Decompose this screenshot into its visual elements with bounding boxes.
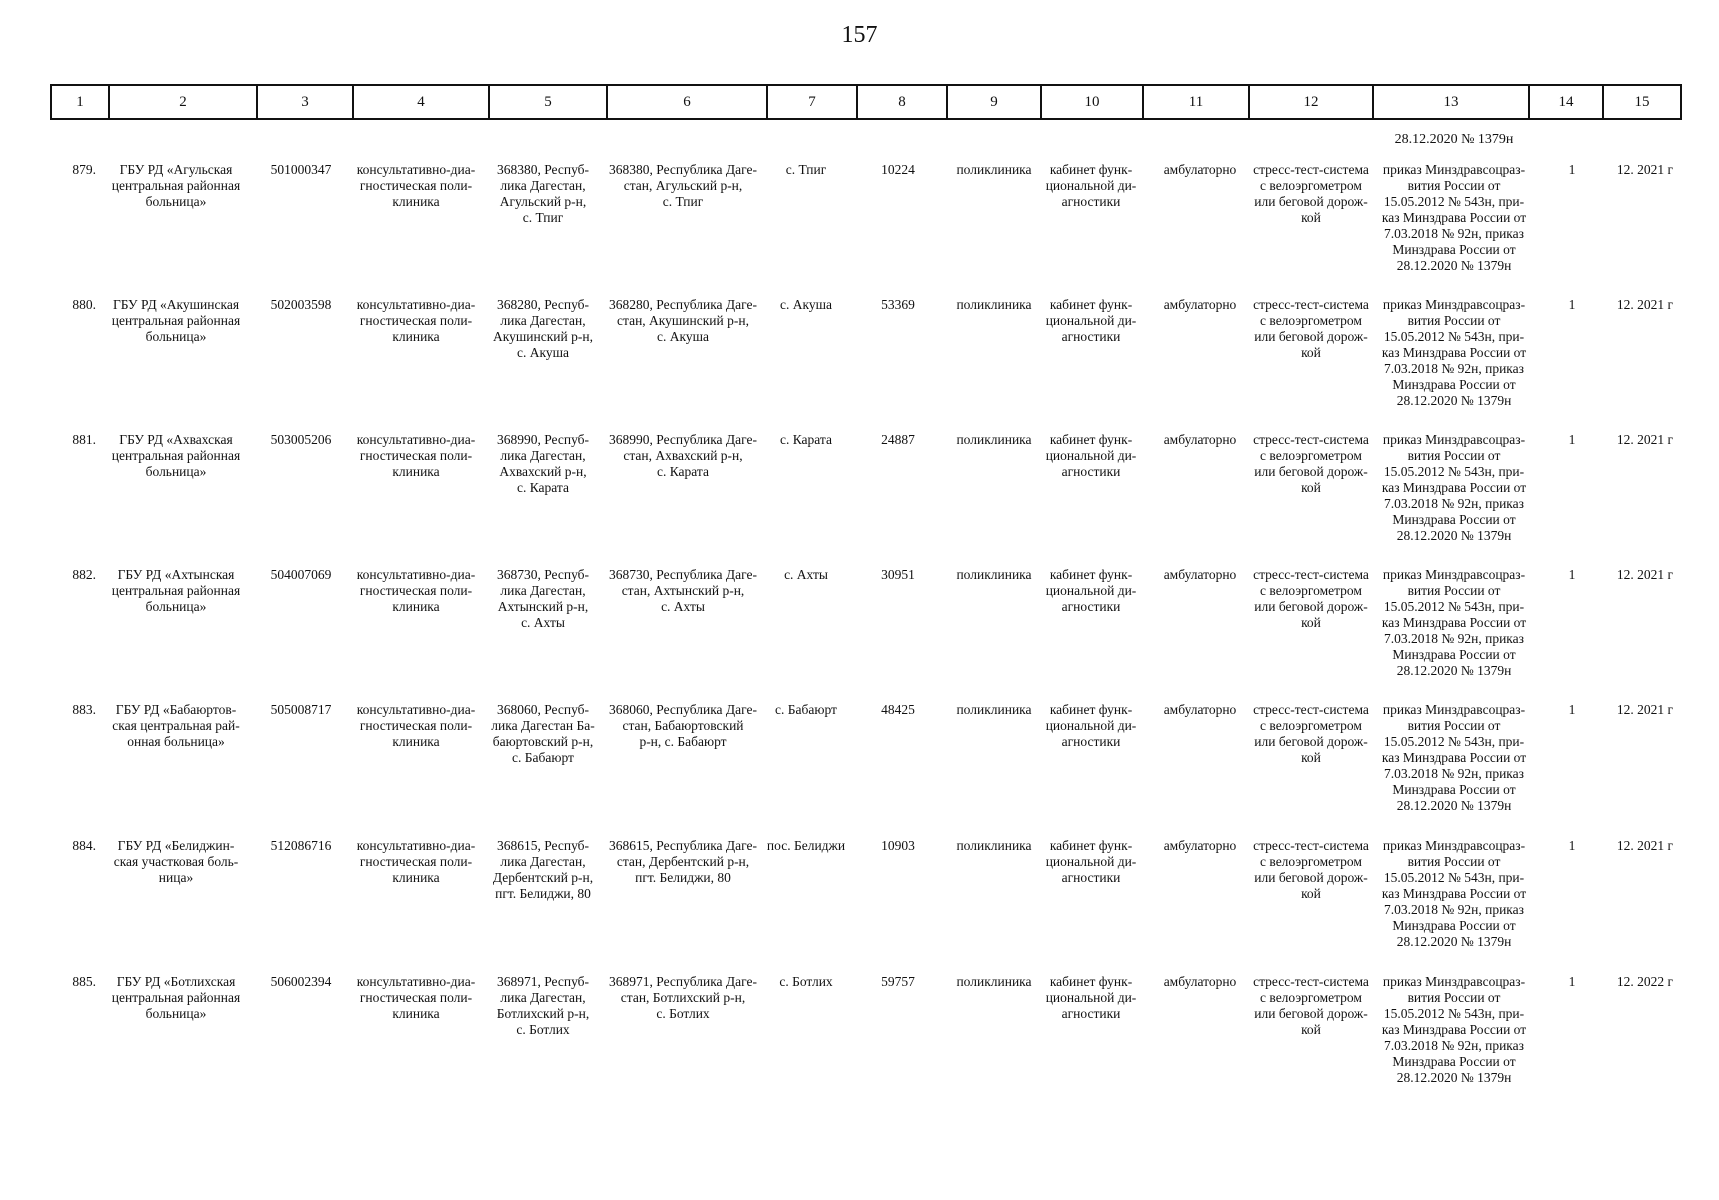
page-number: 157	[841, 22, 878, 48]
legal-address: 368615, Респуб- лика Дагестан, Дербентский р-н, пгт. Белиджи, 80	[492, 838, 594, 901]
organization-name: ГБУ РД «Ботлихская центральная районная больница»	[111, 974, 241, 1021]
population: 24887	[881, 432, 915, 447]
org-code: 502003598	[270, 297, 332, 312]
equipment: стресс-тест-система с велоэргометром или беговой дорож- кой	[1253, 838, 1369, 901]
org-code: 504007069	[270, 567, 332, 582]
population: 53369	[881, 297, 915, 312]
deadline: 12. 2021 г	[1616, 838, 1674, 853]
facility-type: консультативно-диа- гностическая поли- клиника	[356, 297, 476, 344]
column-number-header	[50, 84, 1682, 120]
organization-name: ГБУ РД «Ахтынская центральная районная больница»	[111, 567, 241, 614]
column-header: 6	[607, 85, 767, 119]
column-header: 10	[1041, 85, 1143, 119]
org-code: 512086716	[270, 838, 332, 853]
order-reference: приказ Минздравсоцраз- вития России от 15.05.2012 № 543н, при- каз Минздрава России от 7.03.2018 № 92н, приказ Минздрава России от 28.12.2020 № 1379н	[1381, 297, 1527, 408]
population: 30951	[881, 567, 915, 582]
legal-address: 368990, Респуб- лика Дагестан, Ахвахский р-н, с. Карата	[496, 432, 590, 495]
row-number: 883.	[72, 702, 96, 717]
table-row	[0, 297, 1719, 431]
table-row	[0, 567, 1719, 701]
organization-name: ГБУ РД «Бабаюртов- ская центральная рай- онная больница»	[112, 702, 240, 749]
equipment: стресс-тест-система с велоэргометром или беговой дорож- кой	[1253, 432, 1369, 495]
table-row	[0, 432, 1719, 566]
legal-address: 368060, Респуб- лика Дагестан Ба- баюртовский р-н, с. Бабаюрт	[491, 702, 595, 765]
cabinet: кабинет функ- циональной ди- агностики	[1045, 702, 1137, 749]
organization-name: ГБУ РД «Акушинская центральная районная больница»	[111, 297, 241, 344]
column-header: 1	[51, 85, 109, 119]
legal-address: 368730, Респуб- лика Дагестан, Ахтынский р-н, с. Ахты	[496, 567, 590, 630]
actual-address: 368380, Республика Даге- стан, Агульский р-н, с. Тпиг	[609, 162, 757, 209]
cabinet: кабинет функ- циональной ди- агностики	[1045, 162, 1137, 209]
table-row	[0, 838, 1719, 972]
actual-address: 368971, Республика Даге- стан, Ботлихский р-н, с. Ботлих	[609, 974, 757, 1021]
locality: с. Тпиг	[785, 162, 827, 177]
equipment: стресс-тест-система с велоэргометром или беговой дорож- кой	[1253, 702, 1369, 765]
equipment: стресс-тест-система с велоэргометром или беговой дорож- кой	[1253, 297, 1369, 360]
row-number: 885.	[72, 974, 96, 989]
cabinet: кабинет функ- циональной ди- агностики	[1045, 974, 1137, 1021]
legal-address: 368280, Респуб- лика Дагестан, Акушинский р-н, с. Акуша	[493, 297, 593, 360]
carry-over-text: 28.12.2020 № 1379н	[1394, 132, 1514, 147]
deadline: 12. 2022 г	[1616, 974, 1674, 989]
table-row	[0, 162, 1719, 296]
quantity: 1	[1568, 297, 1576, 312]
order-reference: приказ Минздравсоцраз- вития России от 15.05.2012 № 543н, при- каз Минздрава России от 7.03.2018 № 92н, приказ Минздрава России от 28.12.2020 № 1379н	[1381, 567, 1527, 678]
actual-address: 368990, Республика Даге- стан, Ахвахский р-н, с. Карата	[609, 432, 757, 479]
deadline: 12. 2021 г	[1616, 297, 1674, 312]
column-header: 11	[1143, 85, 1249, 119]
actual-address: 368730, Республика Даге- стан, Ахтынский р-н, с. Ахты	[609, 567, 757, 614]
facility-type: консультативно-диа- гностическая поли- клиника	[356, 162, 476, 209]
unit: поликлиника	[956, 702, 1032, 717]
unit: поликлиника	[956, 567, 1032, 582]
care-mode: амбулаторно	[1163, 567, 1237, 582]
facility-type: консультативно-диа- гностическая поли- клиника	[356, 567, 476, 614]
organization-name: ГБУ РД «Белиджин- ская участковая боль- ница»	[113, 838, 239, 885]
order-reference: приказ Минздравсоцраз- вития России от 15.05.2012 № 543н, при- каз Минздрава России от 7.03.2018 № 92н, приказ Минздрава России от 28.12.2020 № 1379н	[1381, 162, 1527, 273]
organization-name: ГБУ РД «Агульская центральная районная больница»	[111, 162, 241, 209]
population: 48425	[881, 702, 915, 717]
equipment: стресс-тест-система с велоэргометром или беговой дорож- кой	[1253, 974, 1369, 1037]
population: 59757	[881, 974, 915, 989]
quantity: 1	[1568, 162, 1576, 177]
quantity: 1	[1568, 838, 1576, 853]
facility-type: консультативно-диа- гностическая поли- клиника	[356, 702, 476, 749]
organization-name: ГБУ РД «Ахвахская центральная районная больница»	[111, 432, 241, 479]
population: 10903	[881, 838, 915, 853]
care-mode: амбулаторно	[1163, 162, 1237, 177]
care-mode: амбулаторно	[1163, 974, 1237, 989]
deadline: 12. 2021 г	[1616, 567, 1674, 582]
population: 10224	[881, 162, 915, 177]
locality: с. Ахты	[784, 567, 828, 582]
actual-address: 368615, Республика Даге- стан, Дербентский р-н, пгт. Белиджи, 80	[609, 838, 757, 885]
care-mode: амбулаторно	[1163, 432, 1237, 447]
actual-address: 368060, Республика Даге- стан, Бабаюртовский р-н, с. Бабаюрт	[609, 702, 757, 749]
care-mode: амбулаторно	[1163, 297, 1237, 312]
column-header: 4	[353, 85, 489, 119]
row-number: 880.	[72, 297, 96, 312]
equipment: стресс-тест-система с велоэргометром или беговой дорож- кой	[1253, 567, 1369, 630]
unit: поликлиника	[956, 162, 1032, 177]
cabinet: кабинет функ- циональной ди- агностики	[1045, 432, 1137, 479]
org-code: 506002394	[270, 974, 332, 989]
order-reference: приказ Минздравсоцраз- вития России от 15.05.2012 № 543н, при- каз Минздрава России от 7.03.2018 № 92н, приказ Минздрава России от 28.12.2020 № 1379н	[1381, 702, 1527, 813]
column-header: 7	[767, 85, 857, 119]
care-mode: амбулаторно	[1163, 838, 1237, 853]
order-reference: приказ Минздравсоцраз- вития России от 15.05.2012 № 543н, при- каз Минздрава России от 7.03.2018 № 92н, приказ Минздрава России от 28.12.2020 № 1379н	[1381, 974, 1527, 1085]
deadline: 12. 2021 г	[1616, 162, 1674, 177]
org-code: 505008717	[270, 702, 332, 717]
column-header: 15	[1603, 85, 1681, 119]
row-number: 879.	[72, 162, 96, 177]
unit: поликлиника	[956, 974, 1032, 989]
facility-type: консультативно-диа- гностическая поли- клиника	[356, 432, 476, 479]
cabinet: кабинет функ- циональной ди- агностики	[1045, 567, 1137, 614]
unit: поликлиника	[956, 838, 1032, 853]
facility-type: консультативно-диа- гностическая поли- клиника	[356, 974, 476, 1021]
cabinet: кабинет функ- циональной ди- агностики	[1045, 838, 1137, 885]
column-header: 13	[1373, 85, 1529, 119]
actual-address: 368280, Республика Даге- стан, Акушинский р-н, с. Акуша	[609, 297, 757, 344]
locality: с. Акуша	[780, 297, 832, 312]
locality: с. Карата	[779, 432, 832, 447]
org-code: 501000347	[270, 162, 332, 177]
deadline: 12. 2021 г	[1616, 702, 1674, 717]
quantity: 1	[1568, 567, 1576, 582]
row-number: 881.	[72, 432, 96, 447]
org-code: 503005206	[270, 432, 332, 447]
order-reference: приказ Минздравсоцраз- вития России от 15.05.2012 № 543н, при- каз Минздрава России от 7.03.2018 № 92н, приказ Минздрава России от 28.12.2020 № 1379н	[1381, 838, 1527, 949]
column-header: 14	[1529, 85, 1603, 119]
column-header: 12	[1249, 85, 1373, 119]
column-header: 9	[947, 85, 1041, 119]
column-header: 8	[857, 85, 947, 119]
row-number: 882.	[72, 567, 96, 582]
locality: с. Ботлих	[779, 974, 833, 989]
deadline: 12. 2021 г	[1616, 432, 1674, 447]
unit: поликлиника	[956, 432, 1032, 447]
order-reference: приказ Минздравсоцраз- вития России от 15.05.2012 № 543н, при- каз Минздрава России от 7.03.2018 № 92н, приказ Минздрава России от 28.12.2020 № 1379н	[1381, 432, 1527, 543]
column-header: 3	[257, 85, 353, 119]
unit: поликлиника	[956, 297, 1032, 312]
equipment: стресс-тест-система с велоэргометром или беговой дорож- кой	[1253, 162, 1369, 225]
quantity: 1	[1568, 432, 1576, 447]
column-header: 2	[109, 85, 257, 119]
column-header: 5	[489, 85, 607, 119]
care-mode: амбулаторно	[1163, 702, 1237, 717]
table-row	[0, 702, 1719, 836]
quantity: 1	[1568, 974, 1576, 989]
locality: с. Бабаюрт	[775, 702, 837, 717]
quantity: 1	[1568, 702, 1576, 717]
facility-type: консультативно-диа- гностическая поли- клиника	[356, 838, 476, 885]
row-number: 884.	[72, 838, 96, 853]
locality: пос. Белиджи	[766, 838, 846, 853]
table-row	[0, 974, 1719, 1108]
legal-address: 368380, Респуб- лика Дагестан, Агульский р-н, с. Тпиг	[496, 162, 590, 225]
cabinet: кабинет функ- циональной ди- агностики	[1045, 297, 1137, 344]
legal-address: 368971, Респуб- лика Дагестан, Ботлихский р-н, с. Ботлих	[496, 974, 590, 1037]
